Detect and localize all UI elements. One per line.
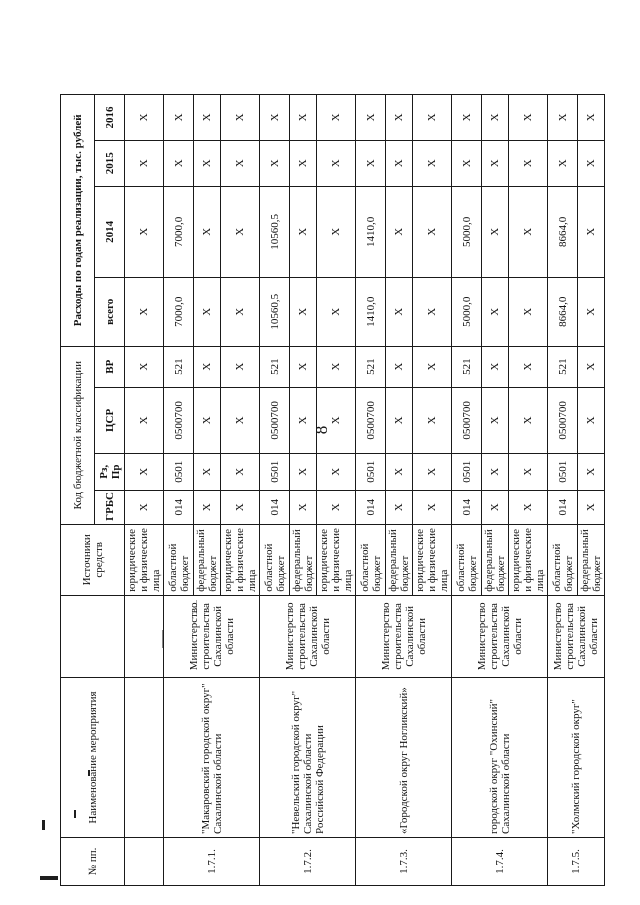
cell-2016: X	[578, 95, 605, 141]
cell-source: областной бюджет	[260, 524, 290, 595]
cell-source: юридические и физические лица	[125, 524, 164, 595]
cell-csr: X	[482, 387, 509, 453]
header-grbs: ГРБС	[95, 490, 125, 524]
cell-source: федеральный бюджет	[194, 524, 221, 595]
cell-total: X	[509, 278, 548, 347]
header-2016: 2016	[95, 95, 125, 141]
cell-2015: X	[413, 140, 452, 186]
cell-csr: X	[125, 387, 164, 453]
table-row	[548, 95, 578, 886]
cell-vr: X	[509, 346, 548, 387]
cell-source: федеральный бюджет	[578, 524, 605, 595]
cell-2016: X	[221, 95, 260, 141]
cell-grbs: X	[386, 490, 413, 524]
cell-2014: X	[125, 186, 164, 277]
cell-num: 1.7.4.	[452, 838, 548, 886]
cell-rzpr: X	[578, 454, 605, 491]
cell-2015: X	[548, 140, 578, 186]
cell-num: 1.7.5.	[548, 838, 605, 886]
cell-vr: X	[125, 346, 164, 387]
cell-2016: X	[125, 95, 164, 141]
cell-2014: X	[482, 186, 509, 277]
cell-vr: X	[482, 346, 509, 387]
cell-vr: X	[221, 346, 260, 387]
cell-2014: X	[509, 186, 548, 277]
header-2015: 2015	[95, 140, 125, 186]
budget-table	[60, 94, 605, 886]
cell-csr: 0500700	[548, 387, 578, 453]
cell-grbs: X	[221, 490, 260, 524]
cell-total: 10560,5	[260, 278, 290, 347]
header-executor	[61, 595, 125, 677]
cell-csr: X	[194, 387, 221, 453]
cell-source: областной бюджет	[548, 524, 578, 595]
cell-grbs: X	[194, 490, 221, 524]
cell-2016: X	[509, 95, 548, 141]
cell-source: юридические и физические лица	[221, 524, 260, 595]
cell-vr: X	[413, 346, 452, 387]
cell-2015: X	[164, 140, 194, 186]
cell-rzpr: X	[290, 454, 317, 491]
cell-2015: X	[509, 140, 548, 186]
cell-grbs: 014	[260, 490, 290, 524]
cell-total: 7000,0	[164, 278, 194, 347]
cell-source: областной бюджет	[164, 524, 194, 595]
cell-2015: X	[386, 140, 413, 186]
cell-num: 1.7.3.	[356, 838, 452, 886]
cell-rzpr: X	[413, 454, 452, 491]
cell-vr: 521	[452, 346, 482, 387]
cell-csr: X	[221, 387, 260, 453]
cell-2015: X	[125, 140, 164, 186]
cell-source: юридические и физические лица	[413, 524, 452, 595]
cell-total: X	[413, 278, 452, 347]
header-total: всего	[95, 278, 125, 347]
cell-2015: X	[578, 140, 605, 186]
cell-rzpr: 0501	[260, 454, 290, 491]
table-container	[60, 94, 603, 886]
cell-vr: 521	[260, 346, 290, 387]
cell-rzpr: 0501	[164, 454, 194, 491]
cell-2016: X	[413, 95, 452, 141]
header-rzpr: Рз, Пр	[95, 454, 125, 491]
cell-2014: 5000,0	[452, 186, 482, 277]
cell-executor: Министерство строительства Сахалинской области	[164, 595, 260, 677]
cell-2016: X	[482, 95, 509, 141]
header-2014: 2014	[95, 186, 125, 277]
cell-csr: 0500700	[452, 387, 482, 453]
table-body	[125, 95, 605, 886]
cell-2016: X	[260, 95, 290, 141]
cell-total: X	[290, 278, 317, 347]
cell-rzpr: X	[482, 454, 509, 491]
cell-2014: X	[578, 186, 605, 277]
page-number: 8	[312, 425, 331, 435]
cell-csr: X	[413, 387, 452, 453]
header-sources: Источники средств	[61, 524, 125, 595]
cell-vr: 521	[164, 346, 194, 387]
cell-executor: Министерство строительства Сахалинской области	[452, 595, 548, 677]
cell-2015: X	[194, 140, 221, 186]
cell-empty	[125, 838, 164, 886]
cell-rzpr: 0501	[452, 454, 482, 491]
cell-csr: X	[386, 387, 413, 453]
cell-total: X	[317, 278, 356, 347]
cell-2015: X	[356, 140, 386, 186]
cell-2015: X	[260, 140, 290, 186]
cell-2016: X	[194, 95, 221, 141]
cell-2016: X	[386, 95, 413, 141]
cell-executor: Министерство строительства Сахалинской области	[356, 595, 452, 677]
table-row	[125, 95, 164, 886]
cell-total: X	[386, 278, 413, 347]
table-row	[260, 95, 290, 886]
cell-vr: X	[194, 346, 221, 387]
cell-2014: 8664,0	[548, 186, 578, 277]
cell-2015: X	[290, 140, 317, 186]
cell-vr: 521	[548, 346, 578, 387]
cell-grbs: 014	[452, 490, 482, 524]
table-row	[164, 95, 194, 886]
cell-rzpr: X	[509, 454, 548, 491]
cell-2014: 7000,0	[164, 186, 194, 277]
cell-name: городской округ "Охинский" Сахалинской области	[452, 678, 548, 838]
cell-source: областной бюджет	[356, 524, 386, 595]
cell-name: "Холмский городской округ"	[548, 678, 605, 838]
cell-name: "Макаровский городской округ" Сахалинской области	[164, 678, 260, 838]
cell-2016: X	[290, 95, 317, 141]
cell-rzpr: X	[317, 454, 356, 491]
cell-total: 5000,0	[452, 278, 482, 347]
cell-2014: 10560,5	[260, 186, 290, 277]
cell-vr: X	[290, 346, 317, 387]
cell-total: X	[482, 278, 509, 347]
header-expenses: Расходы по годам реализации, тыс. рублей	[61, 95, 95, 347]
cell-2014: X	[386, 186, 413, 277]
cell-grbs: X	[578, 490, 605, 524]
cell-rzpr: X	[386, 454, 413, 491]
cell-total: X	[578, 278, 605, 347]
cell-2016: X	[164, 95, 194, 141]
cell-rzpr: X	[194, 454, 221, 491]
cell-rzpr: X	[125, 454, 164, 491]
cell-num: 1.7.2.	[260, 838, 356, 886]
cell-total: 1410,0	[356, 278, 386, 347]
cell-csr: 0500700	[164, 387, 194, 453]
cell-source: юридические и физические лица	[317, 524, 356, 595]
cell-csr: 0500700	[260, 387, 290, 453]
cell-rzpr: 0501	[356, 454, 386, 491]
cell-2016: X	[452, 95, 482, 141]
cell-2015: X	[482, 140, 509, 186]
cell-total: 8664,0	[548, 278, 578, 347]
cell-rzpr: X	[221, 454, 260, 491]
cell-grbs: X	[509, 490, 548, 524]
cell-name: "Невельский городской округ" Сахалинской области Российской Федерации	[260, 678, 356, 838]
cell-empty	[125, 595, 164, 677]
cell-source: областной бюджет	[452, 524, 482, 595]
cell-csr: 0500700	[356, 387, 386, 453]
cell-csr: X	[317, 387, 356, 453]
cell-2016: X	[356, 95, 386, 141]
cell-2016: X	[548, 95, 578, 141]
cell-grbs: X	[125, 490, 164, 524]
cell-source: юридические и физические лица	[509, 524, 548, 595]
cell-2014: X	[413, 186, 452, 277]
cell-vr: X	[386, 346, 413, 387]
header-name: Наименование мероприятия	[61, 678, 125, 838]
cell-2015: X	[221, 140, 260, 186]
cell-2016: X	[317, 95, 356, 141]
cell-total: X	[125, 278, 164, 347]
cell-grbs: X	[317, 490, 356, 524]
cell-grbs: X	[482, 490, 509, 524]
cell-grbs: X	[290, 490, 317, 524]
cell-name: «Городской округ Ногликский»	[356, 678, 452, 838]
cell-executor: Министерство строительства Сахалинской области	[548, 595, 605, 677]
cell-2014: X	[194, 186, 221, 277]
cell-2014: 1410,0	[356, 186, 386, 277]
cell-2015: X	[452, 140, 482, 186]
cell-total: X	[221, 278, 260, 347]
cell-source: федеральный бюджет	[482, 524, 509, 595]
cell-vr: 521	[356, 346, 386, 387]
cell-grbs: 014	[548, 490, 578, 524]
cell-2014: X	[290, 186, 317, 277]
cell-2015: X	[317, 140, 356, 186]
cell-total: X	[194, 278, 221, 347]
cell-rzpr: 0501	[548, 454, 578, 491]
cell-vr: X	[578, 346, 605, 387]
header-budget-code: Код бюджетной классификации	[61, 346, 95, 524]
cell-csr: X	[509, 387, 548, 453]
cell-num: 1.7.1.	[164, 838, 260, 886]
cell-vr: X	[317, 346, 356, 387]
table-row	[452, 95, 482, 886]
cell-csr: X	[290, 387, 317, 453]
header-csr: ЦСР	[95, 387, 125, 453]
cell-2014: X	[221, 186, 260, 277]
cell-grbs: 014	[356, 490, 386, 524]
scan-mark	[40, 876, 58, 880]
scan-mark	[42, 820, 45, 830]
cell-source: федеральный бюджет	[386, 524, 413, 595]
cell-grbs: 014	[164, 490, 194, 524]
header-vr: ВР	[95, 346, 125, 387]
cell-grbs: X	[413, 490, 452, 524]
cell-empty	[125, 678, 164, 838]
cell-source: федеральный бюджет	[290, 524, 317, 595]
table-row	[356, 95, 386, 886]
cell-executor: Министерство строительства Сахалинской области	[260, 595, 356, 677]
cell-2014: X	[317, 186, 356, 277]
header-num: № пп.	[61, 838, 125, 886]
cell-csr: X	[578, 387, 605, 453]
